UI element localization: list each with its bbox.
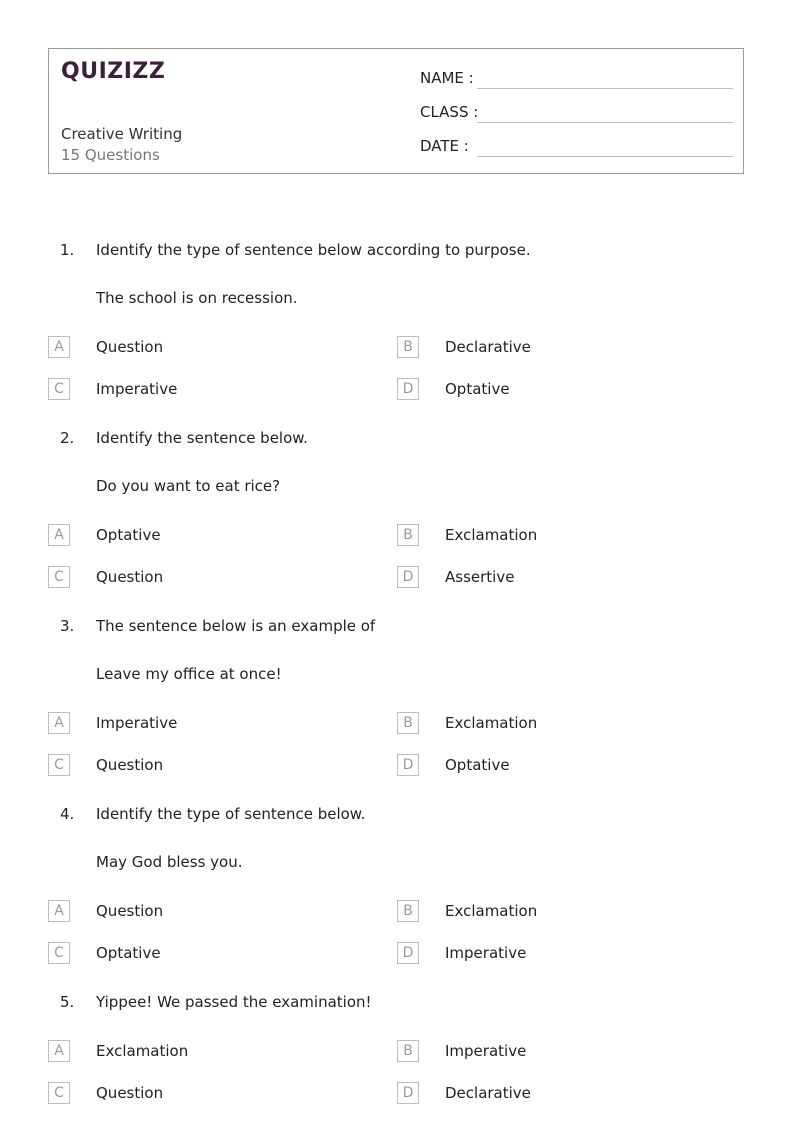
option-text[interactable]: Declarative xyxy=(445,338,531,356)
option-letter-box[interactable]: C xyxy=(48,1082,70,1104)
question-example: Do you want to eat rice? xyxy=(96,477,281,495)
option-letter-box[interactable]: B xyxy=(397,1040,419,1062)
option-text[interactable]: Question xyxy=(96,756,164,774)
question-prompt: Identify the sentence below. xyxy=(96,429,308,447)
option-letter-box[interactable]: D xyxy=(397,942,419,964)
question-number: 4. xyxy=(60,805,75,823)
question-prompt: Identify the type of sentence below. xyxy=(96,805,366,823)
class-field xyxy=(420,99,733,125)
option-text[interactable]: Optative xyxy=(96,944,161,962)
option-text[interactable]: Declarative xyxy=(445,1084,531,1102)
option-letter-box[interactable]: D xyxy=(397,566,419,588)
option-letter-box[interactable]: A xyxy=(48,336,70,358)
option-text[interactable]: Assertive xyxy=(445,568,515,586)
question-number: 1. xyxy=(60,241,75,259)
question-number: 2. xyxy=(60,429,75,447)
option-letter-box[interactable]: D xyxy=(397,378,419,400)
option-text[interactable]: Question xyxy=(96,1084,164,1102)
option-letter-box[interactable]: B xyxy=(397,336,419,358)
option-letter-box[interactable]: C xyxy=(48,754,70,776)
option-letter-box[interactable]: A xyxy=(48,712,70,734)
option-letter-box[interactable]: C xyxy=(48,942,70,964)
question-example: May God bless you. xyxy=(96,853,243,871)
option-text[interactable]: Exclamation xyxy=(445,526,538,544)
option-letter-box[interactable]: A xyxy=(48,524,70,546)
question-example: Leave my office at once! xyxy=(96,665,282,683)
name-field xyxy=(420,65,733,91)
date-label: DATE : xyxy=(420,137,469,155)
name-label: NAME : xyxy=(420,69,474,87)
question-number: 5. xyxy=(60,993,75,1011)
option-letter-box[interactable]: B xyxy=(397,524,419,546)
option-text[interactable]: Exclamation xyxy=(445,902,538,920)
option-text[interactable]: Question xyxy=(96,338,164,356)
worksheet-title: Creative Writing xyxy=(61,125,183,143)
option-text[interactable]: Exclamation xyxy=(96,1042,189,1060)
question-count: 15 Questions xyxy=(61,146,160,164)
question-prompt: Yippee! We passed the examination! xyxy=(96,993,372,1011)
option-letter-box[interactable]: C xyxy=(48,378,70,400)
name-line[interactable] xyxy=(477,88,733,89)
option-letter-box[interactable]: C xyxy=(48,566,70,588)
option-text[interactable]: Imperative xyxy=(96,380,178,398)
option-text[interactable]: Question xyxy=(96,568,164,586)
option-letter-box[interactable]: A xyxy=(48,900,70,922)
option-letter-box[interactable]: B xyxy=(397,712,419,734)
option-text[interactable]: Optative xyxy=(445,380,510,398)
option-text[interactable]: Imperative xyxy=(445,1042,527,1060)
option-letter-box[interactable]: D xyxy=(397,754,419,776)
class-line[interactable] xyxy=(477,122,733,123)
option-text[interactable]: Imperative xyxy=(445,944,527,962)
option-text[interactable]: Imperative xyxy=(96,714,178,732)
option-text[interactable]: Optative xyxy=(96,526,161,544)
option-text[interactable]: Optative xyxy=(445,756,510,774)
question-prompt: Identify the type of sentence below according to purpose. xyxy=(96,241,531,259)
class-label: CLASS : xyxy=(420,103,479,121)
date-field xyxy=(420,133,733,159)
question-example: The school is on recession. xyxy=(96,289,298,307)
option-letter-box[interactable]: D xyxy=(397,1082,419,1104)
date-line[interactable] xyxy=(477,156,733,157)
quizizz-logo: QUIZIZZ xyxy=(61,59,166,84)
option-text[interactable]: Question xyxy=(96,902,164,920)
option-letter-box[interactable]: A xyxy=(48,1040,70,1062)
worksheet-header xyxy=(48,48,744,174)
option-letter-box[interactable]: B xyxy=(397,900,419,922)
question-number: 3. xyxy=(60,617,75,635)
question-prompt: The sentence below is an example of xyxy=(96,617,376,635)
option-text[interactable]: Exclamation xyxy=(445,714,538,732)
